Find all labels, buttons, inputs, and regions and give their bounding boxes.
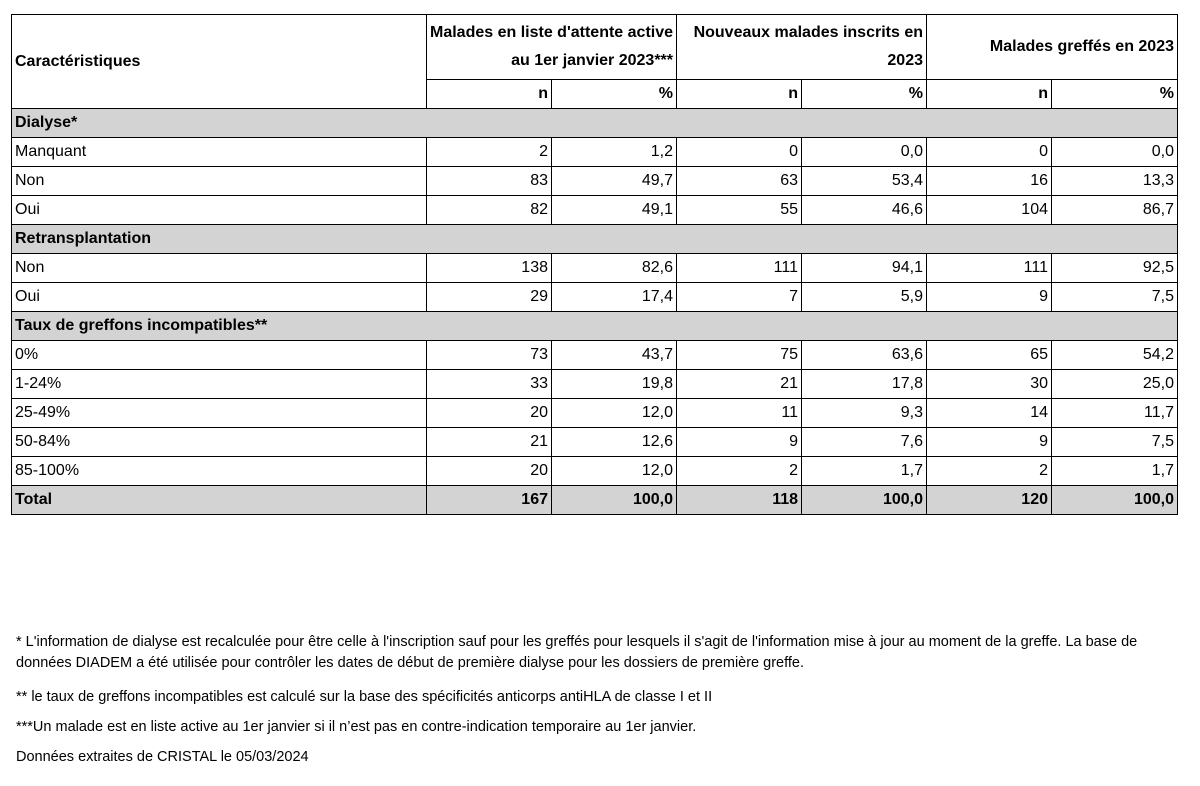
cell-value: 73 xyxy=(427,341,552,370)
cell-value: 0 xyxy=(927,138,1052,167)
cell-value: 17,4 xyxy=(552,283,677,312)
cell-value: 63,6 xyxy=(802,341,927,370)
cell-value: 55 xyxy=(677,196,802,225)
cell-value: 14 xyxy=(927,399,1052,428)
cell-value: 7 xyxy=(677,283,802,312)
section-row-retransplantation xyxy=(12,225,1178,254)
sub-header-pct: % xyxy=(1052,80,1178,109)
section-title: Dialyse* xyxy=(12,109,1178,138)
row-label: 0% xyxy=(12,341,427,370)
group-header-new-patients: Nouveaux malades inscrits en 2023 xyxy=(677,15,927,80)
cell-value: 5,9 xyxy=(802,283,927,312)
table-body xyxy=(12,15,1178,515)
row-label: 1-24% xyxy=(12,370,427,399)
footnotes xyxy=(16,632,1176,768)
row-label: 85-100% xyxy=(12,457,427,486)
section-title: Taux de greffons incompatibles** xyxy=(12,312,1178,341)
cell-value: 0,0 xyxy=(1052,138,1178,167)
cell-value: 21 xyxy=(427,428,552,457)
cell-value: 7,5 xyxy=(1052,428,1178,457)
cell-value: 9,3 xyxy=(802,399,927,428)
cell-value: 1,2 xyxy=(552,138,677,167)
cell-value: 82,6 xyxy=(552,254,677,283)
total-value: 100,0 xyxy=(552,486,677,515)
characteristics-header: Caractéristiques xyxy=(12,15,427,109)
table-row xyxy=(12,428,1178,457)
total-value: 100,0 xyxy=(1052,486,1178,515)
table-row xyxy=(12,167,1178,196)
group-header-waiting-list: Malades en liste d'attente active au 1er janvier 2023*** xyxy=(427,15,677,80)
total-value: 120 xyxy=(927,486,1052,515)
table-row xyxy=(12,138,1178,167)
cell-value: 2 xyxy=(427,138,552,167)
section-row-dialyse xyxy=(12,109,1178,138)
cell-value: 104 xyxy=(927,196,1052,225)
sub-header-n: n xyxy=(677,80,802,109)
cell-value: 21 xyxy=(677,370,802,399)
group-header-transplanted: Malades greffés en 2023 xyxy=(927,15,1178,80)
sub-header-n: n xyxy=(427,80,552,109)
table-row xyxy=(12,399,1178,428)
cell-value: 49,1 xyxy=(552,196,677,225)
cell-value: 20 xyxy=(427,457,552,486)
section-title: Retransplantation xyxy=(12,225,1178,254)
sub-header-pct: % xyxy=(552,80,677,109)
cell-value: 83 xyxy=(427,167,552,196)
total-value: 100,0 xyxy=(802,486,927,515)
cell-value: 63 xyxy=(677,167,802,196)
cell-value: 33 xyxy=(427,370,552,399)
total-value: 118 xyxy=(677,486,802,515)
row-label: 25-49% xyxy=(12,399,427,428)
cell-value: 0 xyxy=(677,138,802,167)
cell-value: 16 xyxy=(927,167,1052,196)
cell-value: 7,5 xyxy=(1052,283,1178,312)
cell-value: 92,5 xyxy=(1052,254,1178,283)
cell-value: 11 xyxy=(677,399,802,428)
cell-value: 138 xyxy=(427,254,552,283)
cell-value: 65 xyxy=(927,341,1052,370)
cell-value: 94,1 xyxy=(802,254,927,283)
row-label: Oui xyxy=(12,283,427,312)
cell-value: 54,2 xyxy=(1052,341,1178,370)
cell-value: 7,6 xyxy=(802,428,927,457)
sub-header-n: n xyxy=(927,80,1052,109)
cell-value: 1,7 xyxy=(1052,457,1178,486)
footnote-dialysis: * L'information de dialyse est recalculée pour être celle à l'inscription sauf pour les greffés pour lesquels il s'agit de l'information mise à jour au moment de la greffe. La base de données DIADEM a été utilisée pour contrôler les dates de début de première dialyse pour les dossiers de première greffe. xyxy=(16,634,1138,671)
cell-value: 9 xyxy=(677,428,802,457)
row-label: Non xyxy=(12,254,427,283)
cell-value: 86,7 xyxy=(1052,196,1178,225)
cell-value: 11,7 xyxy=(1052,399,1178,428)
cell-value: 43,7 xyxy=(552,341,677,370)
sub-header-pct: % xyxy=(802,80,927,109)
total-value: 167 xyxy=(427,486,552,515)
cell-value: 9 xyxy=(927,283,1052,312)
row-label: Oui xyxy=(12,196,427,225)
table-row xyxy=(12,341,1178,370)
data-source: Données extraites de CRISTAL le 05/03/2024 xyxy=(16,749,309,765)
cell-value: 20 xyxy=(427,399,552,428)
cell-value: 49,7 xyxy=(552,167,677,196)
cell-value: 30 xyxy=(927,370,1052,399)
row-label: Manquant xyxy=(12,138,427,167)
table-row xyxy=(12,283,1178,312)
cell-value: 12,6 xyxy=(552,428,677,457)
cell-value: 75 xyxy=(677,341,802,370)
cell-value: 12,0 xyxy=(552,457,677,486)
row-label: 50-84% xyxy=(12,428,427,457)
cell-value: 111 xyxy=(677,254,802,283)
cell-value: 9 xyxy=(927,428,1052,457)
cell-value: 82 xyxy=(427,196,552,225)
section-row-incompatible-grafts xyxy=(12,312,1178,341)
cell-value: 111 xyxy=(927,254,1052,283)
cell-value: 29 xyxy=(427,283,552,312)
cell-value: 2 xyxy=(677,457,802,486)
total-label: Total xyxy=(12,486,427,515)
cell-value: 0,0 xyxy=(802,138,927,167)
footnote-incompatible-grafts: ** le taux de greffons incompatibles est calculé sur la base des spécificités anticorps antiHLA de classe I et II xyxy=(16,689,713,705)
cell-value: 17,8 xyxy=(802,370,927,399)
cell-value: 46,6 xyxy=(802,196,927,225)
row-label: Non xyxy=(12,167,427,196)
cell-value: 2 xyxy=(927,457,1052,486)
cell-value: 13,3 xyxy=(1052,167,1178,196)
total-row xyxy=(12,486,1178,515)
cell-value: 19,8 xyxy=(552,370,677,399)
footnote-active-list: ***Un malade est en liste active au 1er janvier si il n’est pas en contre-indication temporaire au 1er janvier. xyxy=(16,719,697,735)
cell-value: 1,7 xyxy=(802,457,927,486)
table-row xyxy=(12,457,1178,486)
table-row xyxy=(12,254,1178,283)
cell-value: 25,0 xyxy=(1052,370,1178,399)
header-row xyxy=(12,15,1178,80)
table-row xyxy=(12,370,1178,399)
cell-value: 53,4 xyxy=(802,167,927,196)
table-row xyxy=(12,196,1178,225)
characteristics-table xyxy=(11,14,1178,515)
cell-value: 12,0 xyxy=(552,399,677,428)
